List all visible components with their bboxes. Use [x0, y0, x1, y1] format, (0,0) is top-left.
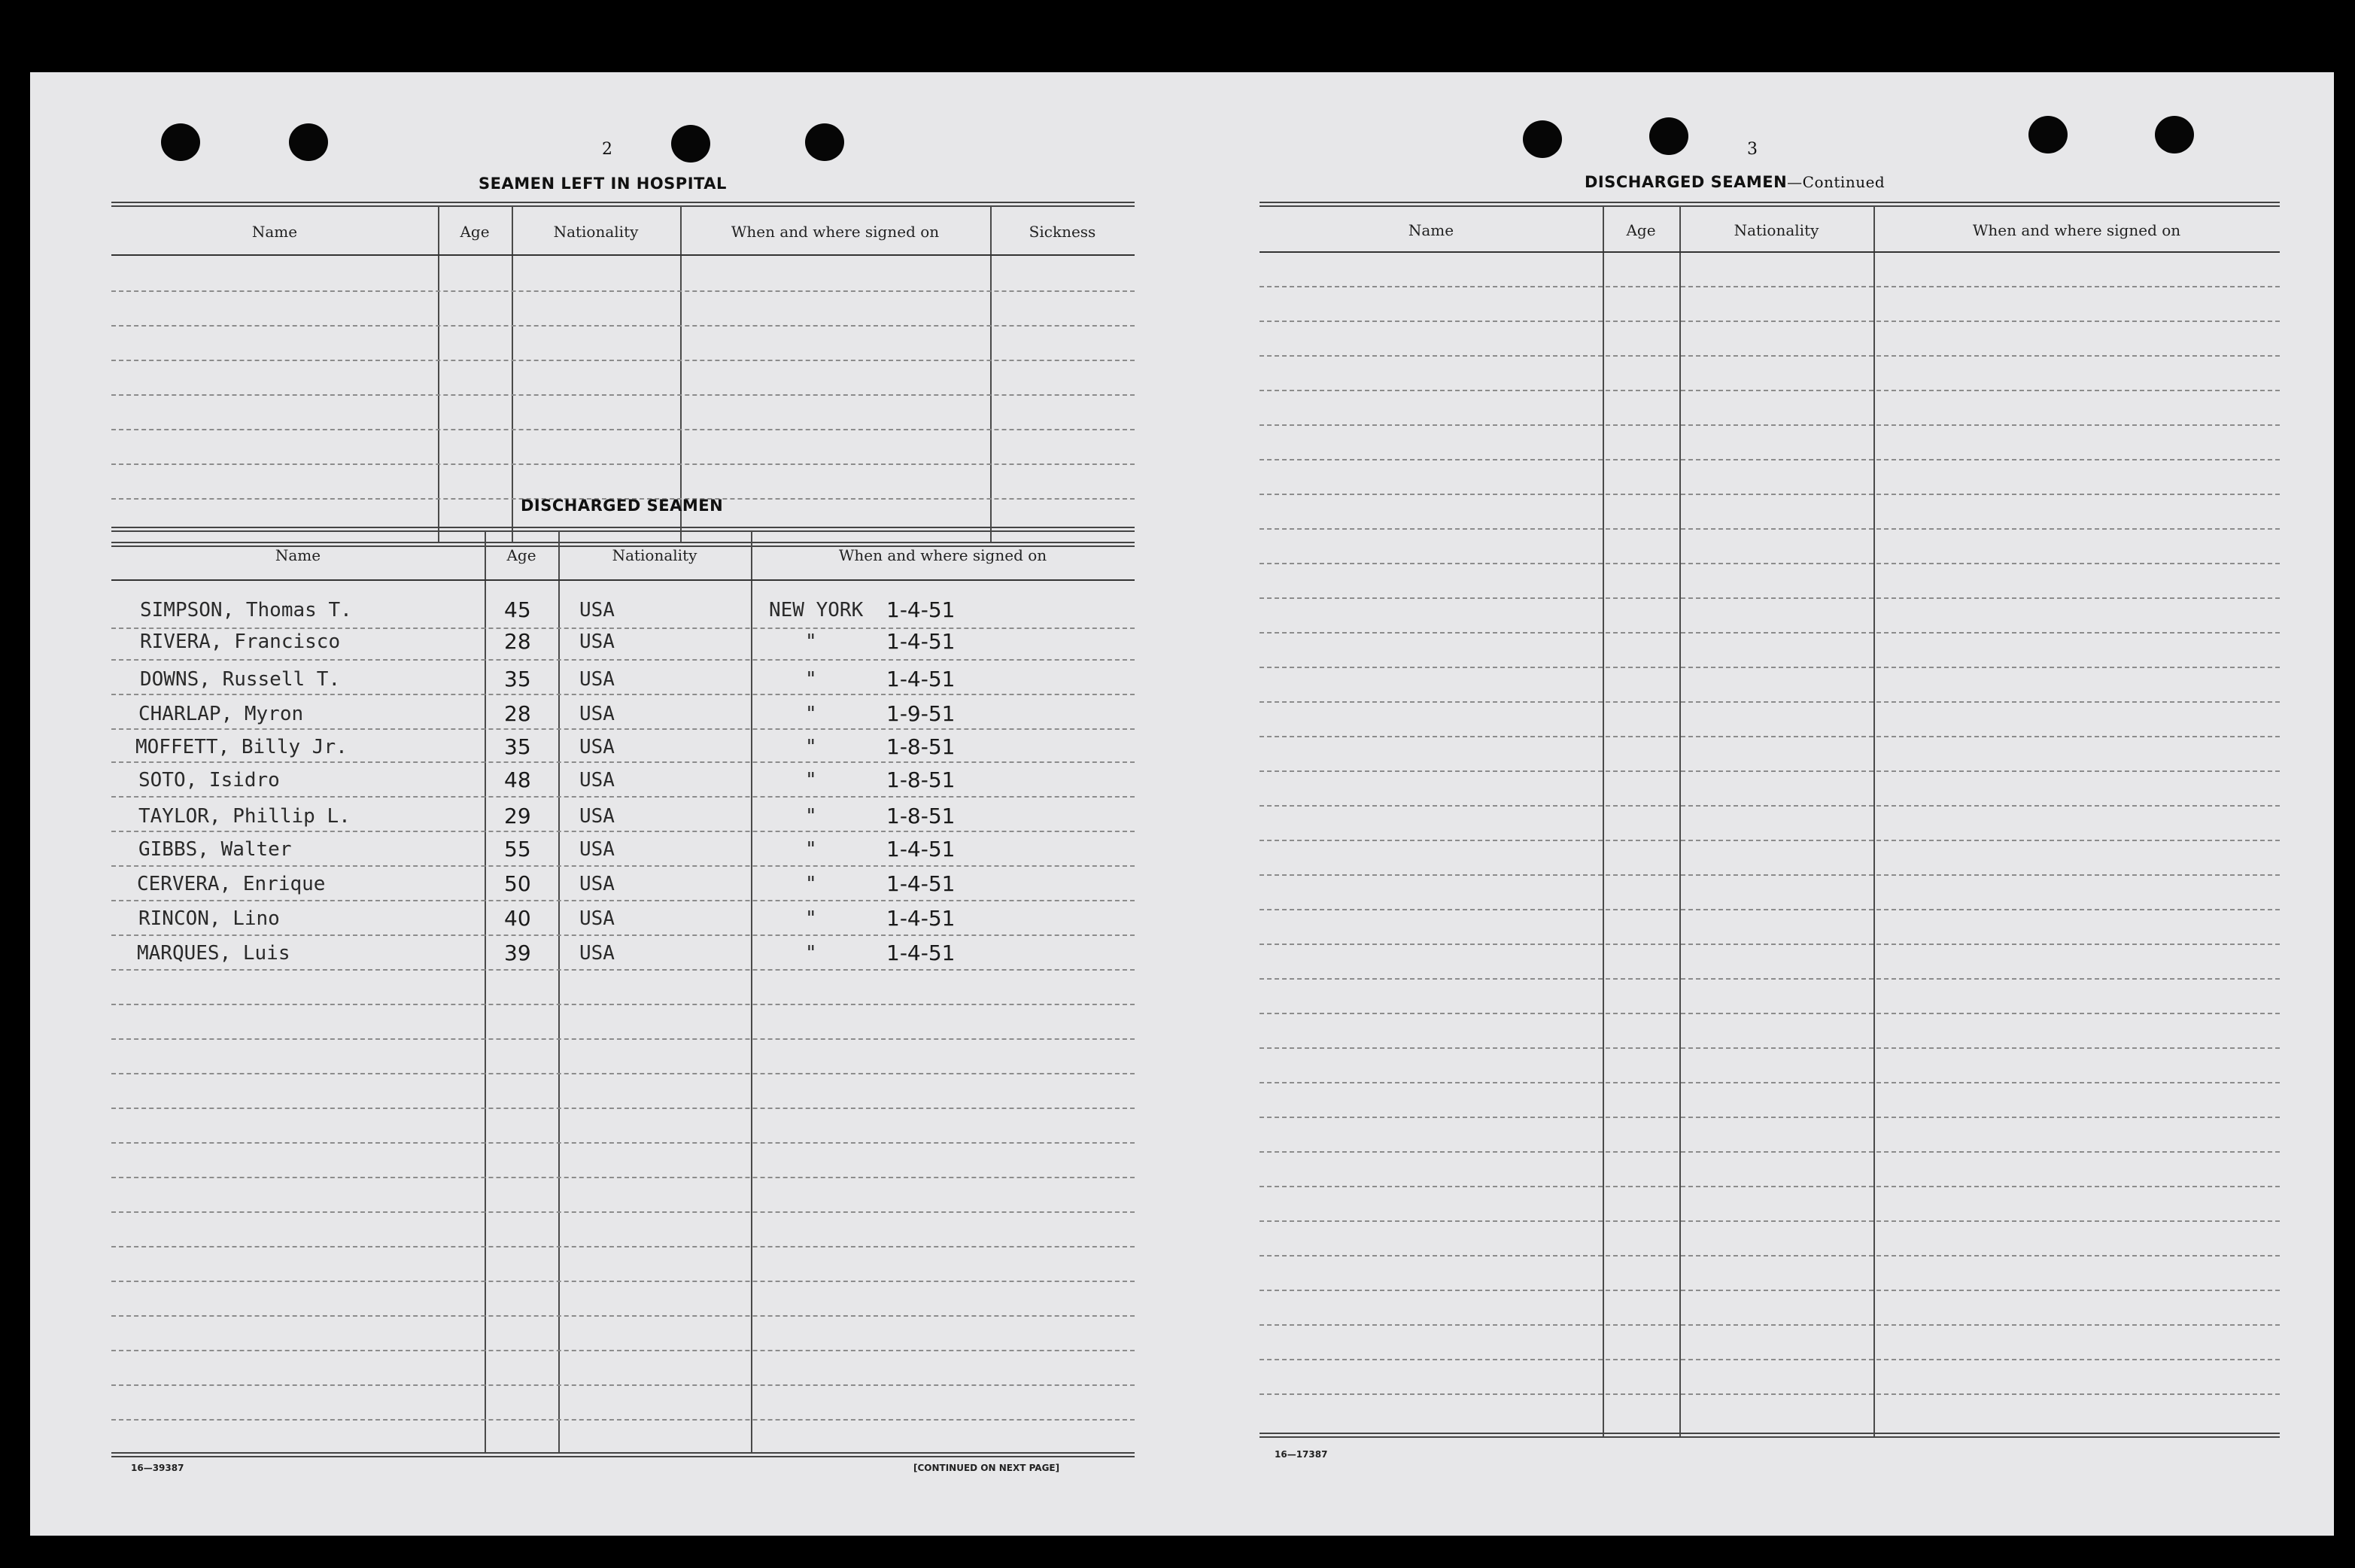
- seaman-name: RINCON, Lino: [138, 907, 280, 930]
- row-rule: [1260, 1290, 2280, 1291]
- column-header-nationality: Nationality: [553, 223, 639, 241]
- row-rule: [1260, 1013, 2280, 1014]
- row-rule: [111, 1177, 1135, 1178]
- row-rule: [1260, 1359, 2280, 1360]
- row-rule: [111, 429, 1135, 430]
- signed-on-place: ": [805, 838, 817, 861]
- seaman-nationality: USA: [579, 942, 615, 965]
- table-top-rule: [111, 527, 1135, 532]
- seaman-nationality: USA: [579, 907, 615, 930]
- row-rule: [1260, 632, 2280, 634]
- row-rule: [1260, 459, 2280, 460]
- signed-on-date: 1-4-51: [886, 597, 956, 622]
- right-form-code: 16—17387: [1275, 1449, 1328, 1460]
- header-bottom-rule: [111, 254, 1135, 256]
- seaman-name: CHARLAP, Myron: [138, 703, 304, 725]
- seaman-age: 28: [504, 629, 531, 654]
- signed-on-date: 1-4-51: [886, 871, 956, 896]
- row-rule: [1260, 563, 2280, 564]
- column-header-name: Name: [251, 223, 298, 241]
- seaman-age: 50: [504, 871, 531, 896]
- seaman-name: RIVERA, Francisco: [140, 631, 341, 653]
- row-rule: [111, 1004, 1135, 1005]
- row-rule: [111, 1350, 1135, 1351]
- seaman-age: 35: [504, 734, 531, 759]
- row-rule: [1260, 840, 2280, 841]
- row-rule: [111, 934, 1135, 936]
- row-rule: [111, 1384, 1135, 1386]
- seaman-age: 40: [504, 906, 531, 931]
- signed-on-date: 1-4-51: [886, 940, 956, 965]
- title-suffix: —Continued: [1787, 173, 1886, 191]
- seaman-name: MOFFETT, Billy Jr.: [135, 736, 348, 758]
- seaman-age: 45: [504, 597, 531, 622]
- signed-on-date: 1-8-51: [886, 804, 956, 828]
- row-rule: [111, 1419, 1135, 1421]
- row-rule: [1260, 1047, 2280, 1049]
- seaman-nationality: USA: [579, 838, 615, 861]
- seaman-name: SIMPSON, Thomas T.: [140, 599, 352, 621]
- column-header-signed-on: When and where signed on: [731, 223, 940, 241]
- seaman-nationality: USA: [579, 736, 615, 758]
- column-header-signed-on: When and where signed on: [838, 546, 1047, 564]
- seaman-name: SOTO, Isidro: [138, 769, 280, 792]
- discharged-section-title: DISCHARGED SEAMEN: [521, 497, 724, 515]
- seaman-name: GIBBS, Walter: [138, 838, 292, 861]
- seaman-age: 35: [504, 667, 531, 691]
- seaman-name: CERVERA, Enrique: [137, 873, 326, 895]
- column-header-signed-on: When and where signed on: [1972, 221, 2181, 239]
- seaman-nationality: USA: [579, 668, 615, 691]
- column-header-name: Name: [275, 546, 321, 564]
- row-rule: [111, 659, 1135, 661]
- column-separator: [990, 206, 992, 542]
- signed-on-place: ": [805, 942, 817, 965]
- row-rule: [1260, 355, 2280, 357]
- punch-hole: [2028, 116, 2068, 153]
- column-separator: [438, 206, 439, 542]
- table-bottom-rule: [111, 1452, 1135, 1457]
- table-bottom-rule: [1260, 1433, 2280, 1438]
- row-rule: [1260, 528, 2280, 530]
- signed-on-date: 1-9-51: [886, 701, 956, 726]
- row-rule: [1260, 874, 2280, 876]
- row-rule: [1260, 494, 2280, 495]
- row-rule: [111, 628, 1135, 629]
- row-rule: [111, 1108, 1135, 1109]
- row-rule: [111, 900, 1135, 901]
- signed-on-place: NEW YORK: [769, 599, 864, 621]
- row-rule: [111, 394, 1135, 396]
- punch-hole: [805, 123, 844, 161]
- row-rule: [111, 1142, 1135, 1144]
- row-rule: [111, 290, 1135, 292]
- signed-on-date: 1-4-51: [886, 667, 956, 691]
- row-rule: [1260, 909, 2280, 910]
- row-rule: [111, 865, 1135, 867]
- row-rule: [1260, 667, 2280, 668]
- table-top-rule: [111, 202, 1135, 207]
- row-rule: [111, 325, 1135, 327]
- header-bottom-rule: [111, 579, 1135, 581]
- signed-on-place: ": [805, 703, 817, 725]
- column-header-name: Name: [1408, 221, 1454, 239]
- seaman-nationality: USA: [579, 631, 615, 653]
- row-rule: [1260, 597, 2280, 599]
- title-main: DISCHARGED SEAMEN: [1585, 173, 1788, 191]
- signed-on-place: ": [805, 907, 817, 930]
- hospital-section-title: SEAMEN LEFT IN HOSPITAL: [479, 175, 727, 193]
- table-top-rule: [1260, 202, 2280, 207]
- signed-on-place: ": [805, 631, 817, 653]
- column-header-nationality: Nationality: [612, 546, 697, 564]
- row-rule: [111, 1211, 1135, 1213]
- column-header-nationality: Nationality: [1734, 221, 1819, 239]
- seaman-nationality: USA: [579, 769, 615, 792]
- right-page-number: 3: [1747, 140, 1758, 159]
- seaman-nationality: USA: [579, 805, 615, 828]
- signed-on-date: 1-4-51: [886, 629, 956, 654]
- row-rule: [111, 1315, 1135, 1317]
- punch-hole: [289, 123, 328, 161]
- row-rule: [1260, 1220, 2280, 1222]
- seaman-name: MARQUES, Luis: [137, 942, 290, 965]
- row-rule: [111, 969, 1135, 971]
- seaman-age: 48: [504, 767, 531, 792]
- punch-hole: [1649, 117, 1688, 155]
- hospital-table: [111, 202, 1135, 548]
- punch-hole: [671, 125, 710, 163]
- row-rule: [1260, 770, 2280, 772]
- seaman-nationality: USA: [579, 599, 615, 621]
- signed-on-place: ": [805, 873, 817, 895]
- header-bottom-rule: [1260, 251, 2280, 253]
- seaman-age: 39: [504, 940, 531, 965]
- row-rule: [1260, 805, 2280, 807]
- row-rule: [1260, 1393, 2280, 1395]
- punch-hole: [161, 123, 200, 161]
- signed-on-place: ": [805, 769, 817, 792]
- signed-on-date: 1-8-51: [886, 734, 956, 759]
- row-rule: [1260, 1255, 2280, 1257]
- row-rule: [111, 463, 1135, 465]
- seaman-age: 55: [504, 837, 531, 861]
- row-rule: [111, 728, 1135, 730]
- row-rule: [1260, 1117, 2280, 1118]
- discharged-continued-table: [1260, 202, 2280, 1440]
- row-rule: [111, 796, 1135, 798]
- column-header-age: Age: [1626, 221, 1656, 239]
- seaman-name: TAYLOR, Phillip L.: [138, 805, 351, 828]
- row-rule: [1260, 286, 2280, 287]
- row-rule: [111, 1038, 1135, 1040]
- left-form-code: 16—39387: [131, 1463, 184, 1473]
- discharged-table: [111, 527, 1135, 1457]
- signed-on-date: 1-4-51: [886, 906, 956, 931]
- column-header-sickness: Sickness: [1029, 223, 1096, 241]
- continued-section-title: [1585, 173, 1885, 191]
- column-header-age: Age: [460, 223, 490, 241]
- row-rule: [1260, 944, 2280, 945]
- row-rule: [111, 1246, 1135, 1247]
- seaman-nationality: USA: [579, 873, 615, 895]
- row-rule: [1260, 701, 2280, 703]
- punch-hole: [2155, 116, 2194, 153]
- signed-on-date: 1-8-51: [886, 767, 956, 792]
- row-rule: [1260, 424, 2280, 426]
- signed-on-place: ": [805, 668, 817, 691]
- left-page-number: 2: [602, 140, 612, 159]
- seaman-nationality: USA: [579, 703, 615, 725]
- signed-on-place: ": [805, 736, 817, 758]
- row-rule: [1260, 321, 2280, 322]
- scanned-log-spread: [30, 72, 2334, 1536]
- seaman-age: 29: [504, 804, 531, 828]
- continued-note: [CONTINUED ON NEXT PAGE]: [913, 1463, 1060, 1473]
- row-rule: [1260, 1324, 2280, 1326]
- row-rule: [1260, 390, 2280, 391]
- row-rule: [111, 831, 1135, 832]
- row-rule: [1260, 1151, 2280, 1153]
- column-separator: [512, 206, 513, 542]
- row-rule: [111, 1281, 1135, 1282]
- column-header-age: Age: [506, 546, 536, 564]
- column-separator: [680, 206, 682, 542]
- punch-hole: [1523, 120, 1562, 158]
- row-rule: [1260, 736, 2280, 737]
- row-rule: [1260, 1186, 2280, 1187]
- signed-on-place: ": [805, 805, 817, 828]
- row-rule: [111, 761, 1135, 763]
- row-rule: [1260, 1082, 2280, 1083]
- seaman-age: 28: [504, 701, 531, 726]
- row-rule: [111, 694, 1135, 695]
- seaman-name: DOWNS, Russell T.: [140, 668, 341, 691]
- row-rule: [111, 1073, 1135, 1074]
- signed-on-date: 1-4-51: [886, 837, 956, 861]
- row-rule: [1260, 978, 2280, 980]
- row-rule: [111, 360, 1135, 361]
